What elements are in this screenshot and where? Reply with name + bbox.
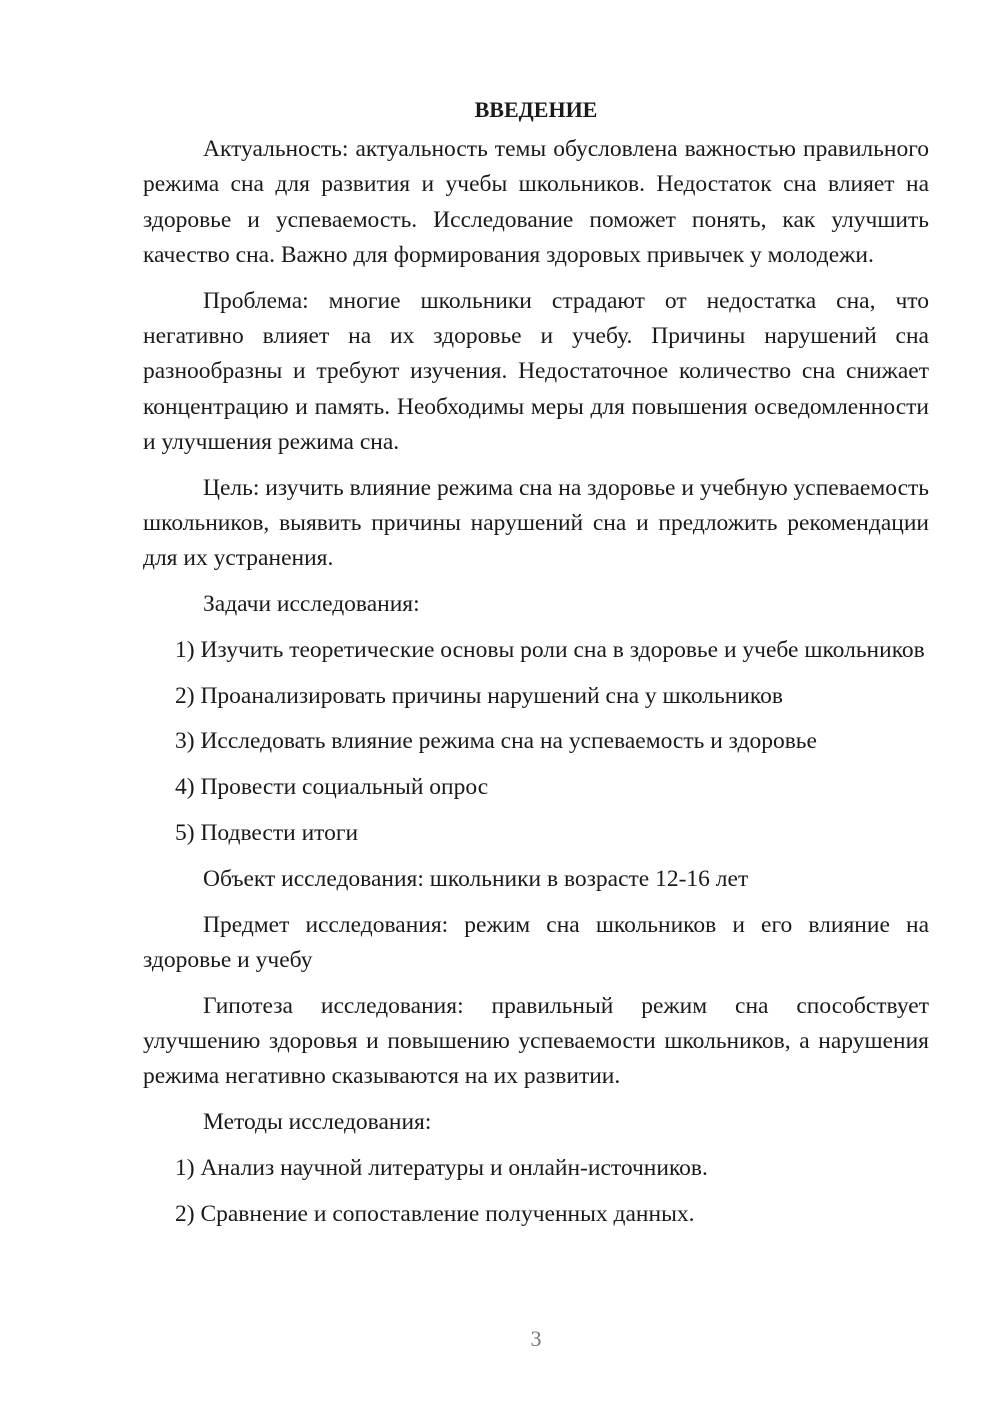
- object-paragraph: Объект исследования: школьники в возрасте 12-16 лет: [203, 865, 749, 892]
- page-title: ВВЕДЕНИЕ: [474, 97, 598, 122]
- task-item-3: 3) Исследовать влияние режима сна на успеваемость и здоровье: [175, 728, 817, 755]
- task-item-4: 4) Провести социальный опрос: [175, 774, 489, 801]
- document-page: [143, 92, 929, 1232]
- goal-paragraph: Цель: изучить влияние режима сна на здоровье и учебную успеваемость школьников, выявить причины нарушений сна и предложить рекомендации для их устранения.: [143, 474, 929, 572]
- hypothesis-paragraph: Гипотеза исследования: правильный режим сна способствует улучшению здоровья и повышению успеваемости школьников, а нарушения режима негативно сказываются на их развитии.: [143, 992, 929, 1090]
- method-item-1: 1) Анализ научной литературы и онлайн-источников.: [175, 1154, 708, 1181]
- relevance-paragraph: Актуальность: актуальность темы обусловлена важностью правильного режима сна для развития и учебы школьников. Недостаток сна влияет на здоровье и успеваемость. Исследование поможет понять, как улучшить качество сна. Важно для формирования здоровых привычек у молодежи.: [143, 136, 929, 268]
- page-number: 3: [530, 1326, 542, 1351]
- tasks-heading: Задачи исследования:: [203, 591, 420, 618]
- subject-paragraph: Предмет исследования: режим сна школьников и его влияние на здоровье и учебу: [143, 911, 929, 973]
- method-item-2: 2) Сравнение и сопоставление полученных данных.: [175, 1200, 695, 1227]
- methods-heading: Методы исследования:: [203, 1109, 432, 1136]
- task-item-2: 2) Проанализировать причины нарушений сна у школьников: [175, 682, 783, 709]
- task-item-5: 5) Подвести итоги: [175, 820, 359, 847]
- task-item-1: 1) Изучить теоретические основы роли сна в здоровье и учебе школьников: [175, 636, 925, 663]
- problem-paragraph: Проблема: многие школьники страдают от недостатка сна, что негативно влияет на их здоровье и учебу. Причины нарушений сна разнообразны и требуют изучения. Недостаточное количество сна снижает концентрацию и память. Необходимы меры для повышения осведомленности и улучшения режима сна.: [143, 287, 929, 455]
